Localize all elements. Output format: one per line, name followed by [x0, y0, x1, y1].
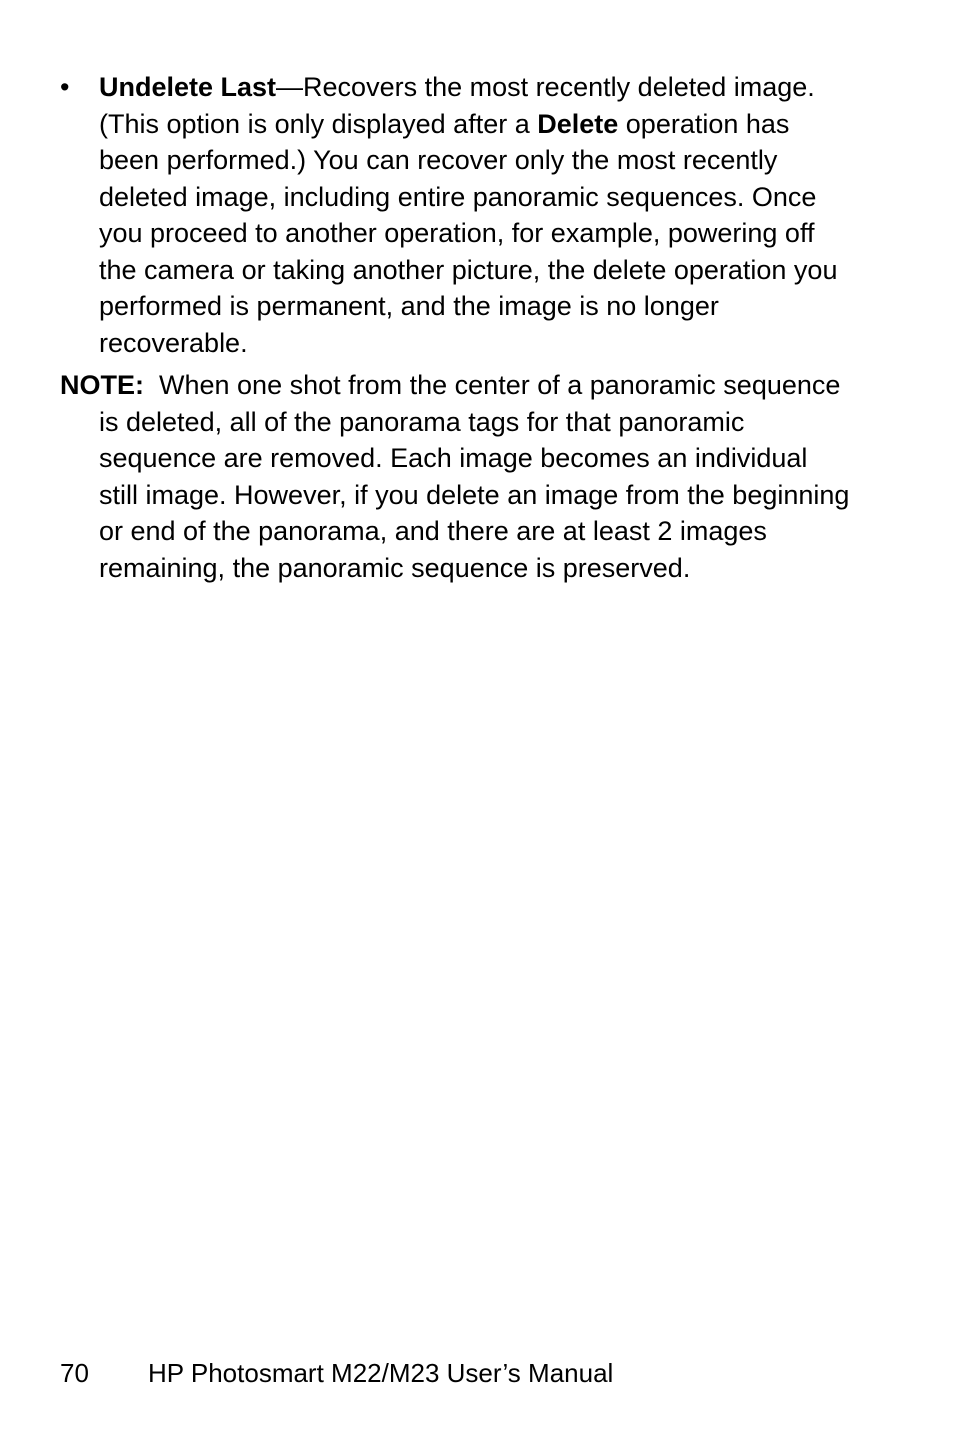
term-undelete-last: Undelete Last [99, 72, 277, 102]
bullet-text-part-2: operation has been performed.) You can recover only the most recently deleted image, including entire panoramic sequences. Once you proceed to another operation, for example, powering off the camera or taking another picture, the delete operation you performed is permanent, and the image is no longer recoverable. [99, 108, 838, 358]
bullet-icon: • [60, 72, 70, 102]
bullet-text-part-1: —Recovers the most recently deleted image. (This option is only displayed after a [99, 72, 815, 139]
page-footer [60, 1357, 613, 1389]
page-number: 70 [60, 1358, 89, 1388]
manual-title: HP Photosmart M22/M23 User’s Manual [148, 1358, 614, 1388]
note-paragraph [60, 367, 857, 586]
term-delete: Delete [537, 108, 619, 139]
note-label: NOTE: [60, 370, 144, 400]
bullet-paragraph [99, 69, 839, 361]
bullet-item-undelete-last [60, 69, 850, 361]
note-text: When one shot from the center of a panoramic sequence is deleted, all of the panorama tags for that panoramic sequence are removed. Each image becomes an individual still image. However, if you delete an image from the beginning or end of the panorama, and there are at least 2 images remaining, the panoramic sequence is preserved. [99, 370, 857, 583]
